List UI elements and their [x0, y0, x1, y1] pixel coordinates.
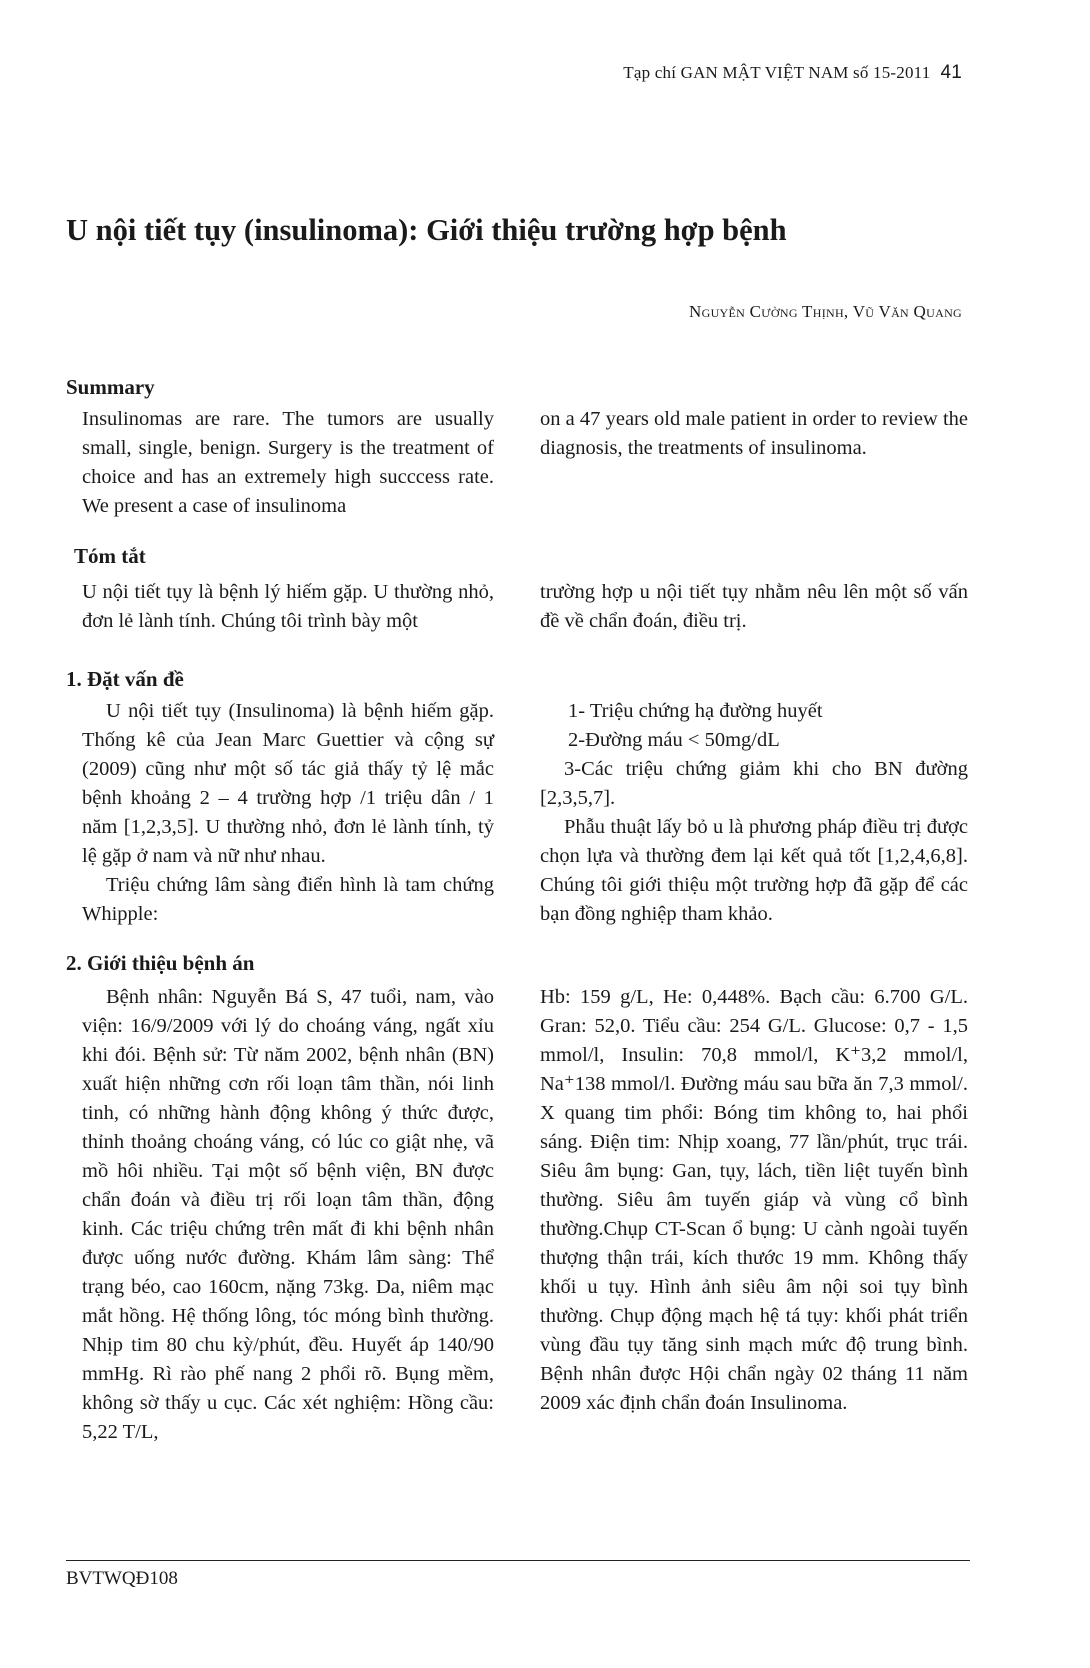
whipple-item-3: 3-Các triệu chứng giảm khi cho BN đường [2,3,5,7].: [540, 758, 968, 809]
tomtat-left-column: [82, 578, 494, 636]
section-2-heading: 2. Giới thiệu bệnh án: [66, 951, 255, 975]
tomtat-text-right: trường hợp u nội tiết tụy nhằm nêu lên một số vấn đề về chẩn đoán, điều trị.: [540, 581, 968, 632]
running-header: [623, 62, 962, 84]
page-number: 41: [940, 62, 962, 83]
summary-text-right: on a 47 years old male patient in order to review the diagnosis, the treatments of insulinoma.: [540, 408, 968, 459]
section-2-left-column: [82, 983, 494, 1447]
section-1-paragraph-3: Phẫu thuật lấy bỏ u là phương pháp điều trị được chọn lựa và thường đem lại kết quả tốt [1,2,4,6,8]. Chúng tôi giới thiệu một trường hợp đã gặp để các bạn đồng nghiệp tham khảo.: [540, 816, 968, 925]
case-report-right: Hb: 159 g/L, He: 0,448%. Bạch cầu: 6.700 G/L. Gran: 52,0. Tiểu cầu: 254 G/L. Glucose: 0,7 - 1,5 mmol/l, Insulin: 70,8 mmol/l, K⁺3,2 mmol/l, Na⁺138 mmol/l. Đường máu sau bữa ăn 7,3 mmol/. X quang tim phổi: Bóng tim không to, hai phổi sáng. Điện tim: Nhịp xoang, 77 lần/phút, trục trái. Siêu âm bụng: Gan, tụy, lách, tiền liệt tuyến bình thường. Siêu âm tuyến giáp và vùng cổ bình thường.Chụp CT-Scan ổ bụng: U cành ngoài tuyến thượng thận trái, kích thước 19 mm. Không thấy khối u tụy. Hình ảnh siêu âm nội soi tụy bình thường. Chụp động mạch hệ tá tụy: khối phát triển vùng đầu tụy tăng sinh mạch mức độ trung bình. Bệnh nhân được Hội chẩn ngày 02 tháng 11 năm 2009 xác định chẩn đoán Insulinoma.: [540, 986, 968, 1414]
summary-left-column: [82, 405, 494, 521]
whipple-item-1: 1- Triệu chứng hạ đường huyết: [568, 700, 823, 722]
section-1-paragraph-2: Triệu chứng lâm sàng điển hình là tam chứng Whipple:: [82, 874, 494, 925]
section-1-left-column: [82, 697, 494, 929]
summary-text-left: Insulinomas are rare. The tumors are usually small, single, benign. Surgery is the treatment of choice and has an extremely high succcess rate. We present a case of insulinoma: [82, 408, 494, 517]
section-2-right-column: [540, 983, 968, 1418]
summary-heading: Summary: [66, 375, 155, 399]
tomtat-heading: Tóm tắt: [74, 544, 146, 568]
summary-right-column: [540, 405, 968, 463]
section-1-paragraph-1: U nội tiết tụy (Insulinoma) là bệnh hiếm gặp. Thống kê của Jean Marc Guettier và cộng sự (2009) cũng như một số tác giả thấy tỷ lệ mắc bệnh khoảng 2 – 4 trường hợp /1 triệu dân / 1 năm [1,2,3,5]. U thường nhỏ, đơn lẻ lành tính, tỷ lệ gặp ở nam và nữ như nhau.: [82, 700, 494, 867]
article-title: U nội tiết tụy (insulinoma): Giới thiệu trường hợp bệnh: [66, 213, 787, 247]
case-report-left: Bệnh nhân: Nguyễn Bá S, 47 tuổi, nam, vào viện: 16/9/2009 với lý do choáng váng, ngất xỉu khi đói. Bệnh sử: Từ năm 2002, bệnh nhân (BN) xuất hiện những cơn rối loạn tâm thần, nói linh tinh, có những hành động không ý thức được, thỉnh thoảng choáng váng, có lúc co giật nhẹ, vã mồ hôi nhiều. Tại một số bệnh viện, BN được chẩn đoán và điều trị rối loạn tâm thần, động kinh. Các triệu chứng trên mất đi khi bệnh nhân được uống nước đường. Khám lâm sàng: Thể trạng béo, cao 160cm, nặng 73kg. Da, niêm mạc mắt hồng. Hệ thống lông, tóc móng bình thường. Nhịp tim 80 chu kỳ/phút, đều. Huyết áp 140/90 mmHg. Rì rào phế nang 2 phổi rõ. Bụng mềm, không sờ thấy u cục. Các xét nghiệm: Hồng cầu: 5,22 T/L,: [82, 986, 494, 1443]
footer-divider: [66, 1560, 970, 1561]
tomtat-text-left: U nội tiết tụy là bệnh lý hiếm gặp. U thường nhỏ, đơn lẻ lành tính. Chúng tôi trình bày một: [82, 581, 494, 632]
tomtat-right-column: [540, 578, 968, 636]
section-1-heading: 1. Đặt vấn đề: [66, 667, 184, 691]
whipple-item-2: 2-Đường máu < 50mg/dL: [568, 729, 780, 751]
section-1-right-column: [540, 697, 968, 929]
author-list: Nguyễn Cường Thịnh, Vũ Văn Quang: [689, 302, 962, 321]
footer-code: BVTWQĐ108: [66, 1568, 178, 1589]
journal-name: Tạp chí GAN MẬT VIỆT NAM số 15-2011: [623, 63, 931, 82]
